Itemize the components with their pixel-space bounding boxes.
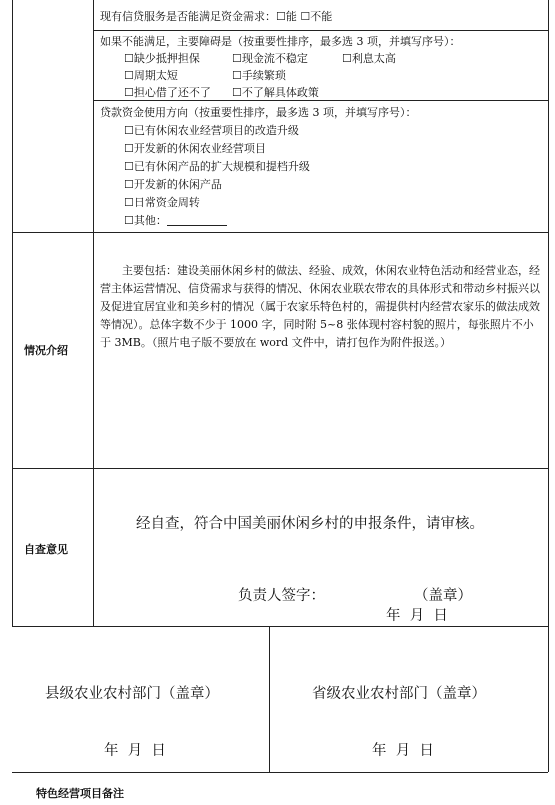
seal-label: （盖章）: [414, 588, 472, 604]
usage-other-blank[interactable]: [167, 213, 227, 226]
self-check-label: 自查意见: [24, 543, 68, 556]
usage-option[interactable]: ☐开发新的休闲产品: [124, 178, 222, 191]
obstacle-option[interactable]: ☐担心借了还不了: [124, 86, 211, 99]
county-date: 年 月 日: [104, 743, 166, 759]
credit-question: 现有信贷服务是否能满足资金需求：☐能 ☐不能: [100, 10, 333, 23]
obstacle-option[interactable]: ☐手续繁琐: [232, 69, 286, 82]
province-dept-title: 省级农业农村部门（盖章）: [312, 686, 486, 702]
obstacle-option[interactable]: ☐缺少抵押担保: [124, 52, 200, 65]
label-column-divider: [93, 0, 94, 626]
table-border-right: [548, 0, 549, 772]
usage-option[interactable]: ☐已有休闲农业经营项目的改造升级: [124, 124, 299, 137]
footer-note: 特色经营项目备注: [36, 787, 124, 800]
usage-option[interactable]: ☐已有休闲产品的扩大规模和提档升级: [124, 160, 310, 173]
row-divider: [12, 232, 548, 233]
usage-other-label: ☐其他：: [124, 214, 167, 227]
situation-text: 主要包括：建设美丽休闲乡村的做法、经验、成效，休闲农业特色活动和经营业态，经营主体运营情况、信贷需求与获得的情况、休闲农业联农带农的具体形式和带动乡村振兴以及促进宜居宜业和美乡村的情况（属于农家乐特色村的，需提供村内经营农家乐的做法成效等情况）。总体字数不少于 1000 字，同时附 5~8 张体现村容村貌的照片，每张照片不小于 3MB。（照片电子版不要放在 word 文件中，请打包作为附件报送。）: [100, 264, 540, 349]
obstacle-option[interactable]: ☐周期太短: [124, 69, 178, 82]
row-divider: [12, 626, 548, 627]
obstacle-option[interactable]: ☐现金流不稳定: [232, 52, 308, 65]
usage-other[interactable]: [124, 212, 227, 229]
usage-prompt: 贷款资金使用方向（按重要性排序，最多选 3 项，并填写序号）：: [100, 106, 417, 119]
bottom-column-divider: [269, 626, 270, 772]
situation-label: 情况介绍: [24, 344, 68, 357]
table-border-bottom: [12, 772, 548, 773]
signer-label: 负责人签字：: [238, 588, 325, 604]
table-border-left: [12, 0, 13, 626]
obstacle-option[interactable]: ☐不了解具体政策: [232, 86, 319, 99]
usage-option[interactable]: ☐日常资金周转: [124, 196, 200, 209]
row-divider: [12, 468, 548, 469]
province-date: 年 月 日: [372, 743, 434, 759]
obstacle-prompt: 如果不能满足，主要障碍是（按重要性排序，最多选 3 项，并填写序号）：: [100, 35, 461, 48]
obstacle-option[interactable]: ☐利息太高: [342, 52, 396, 65]
self-check-date: 年 月 日: [386, 608, 448, 624]
row-divider: [93, 30, 548, 31]
usage-option[interactable]: ☐开发新的休闲农业经营项目: [124, 142, 266, 155]
county-dept-title: 县级农业农村部门（盖章）: [45, 686, 219, 702]
self-check-statement: 经自查，符合中国美丽休闲乡村的申报条件，请审核。: [136, 516, 484, 532]
